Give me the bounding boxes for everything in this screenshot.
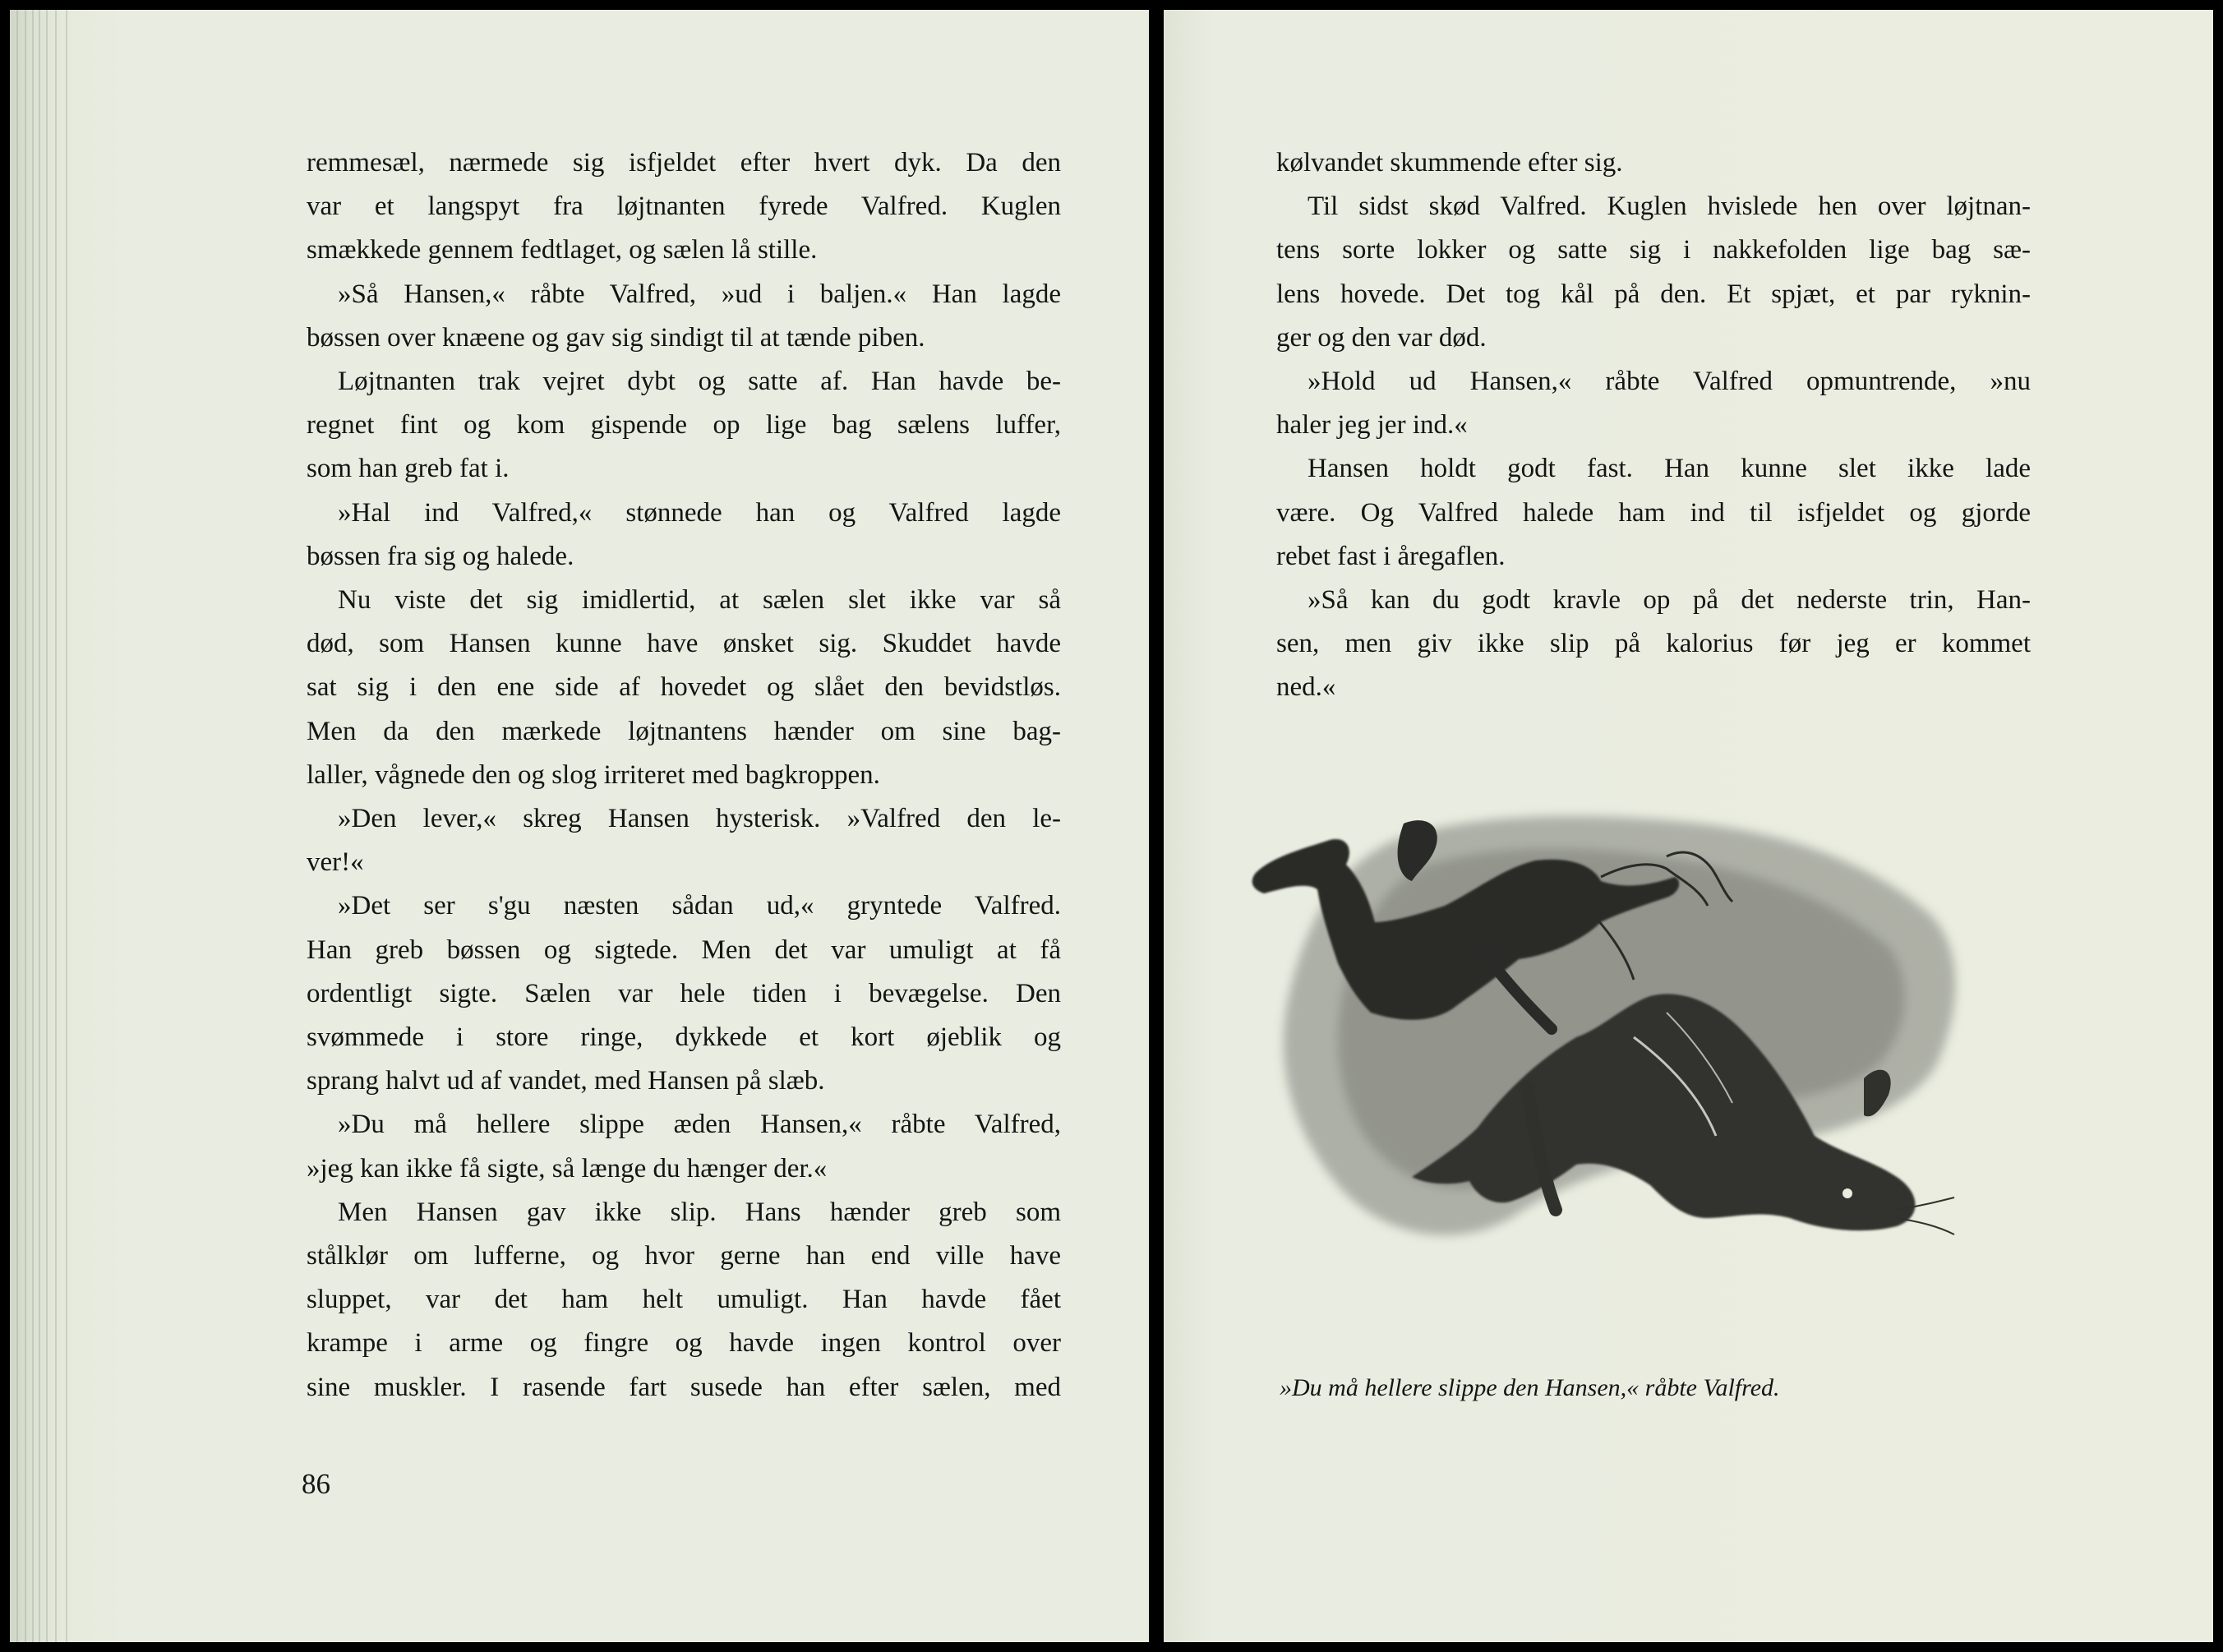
text-line: tens sorte lokker og satte sig i nakkefolden lige bag sæ- (1276, 235, 2031, 265)
text-line: ver!« (307, 847, 364, 878)
page-edge-stack (10, 10, 100, 1642)
illustration-caption: »Du må hellere slippe den Hansen,« råbte Valfred. (1280, 1374, 1780, 1401)
text-line: rebet fast i åregaflen. (1276, 541, 1506, 571)
text-line: sat sig i den ene side af hovedet og slået den bevidstløs. (307, 672, 1061, 703)
text-line: »Så kan du godt kravle op på det nederste trin, Han- (1308, 585, 2031, 616)
text-line: laller, vågnede den og slog irriteret med bagkroppen. (307, 759, 880, 790)
text-line: »Så Hansen,« råbte Valfred, »ud i baljen.« Han lagde (338, 279, 1061, 309)
text-line: haler jeg jer ind.« (1276, 410, 1468, 441)
text-line: ned.« (1276, 672, 1336, 703)
page-number: 86 (302, 1468, 330, 1500)
text-line: Men Hansen gav ikke slip. Hans hænder greb som (338, 1197, 1061, 1227)
text-line: Nu viste det sig imidlertid, at sælen slet ikke var så (338, 585, 1061, 616)
text-line: »Du må hellere slippe æden Hansen,« råbte Valfred, (338, 1110, 1061, 1140)
paragraph (307, 273, 1061, 360)
paragraph (307, 797, 1061, 884)
text-line: Han greb bøssen og sigtede. Men det var umuligt at få (307, 934, 1061, 965)
seal-illustration (1239, 791, 2078, 1317)
text-line: svømmede i store ringe, dykkede et kort øjeblik og (307, 1022, 1061, 1053)
text-line: Hansen holdt godt fast. Han kunne slet ikke lade (1308, 454, 2031, 484)
right-page-body-text (1276, 141, 2031, 710)
text-line: remmesæl, nærmede sig isfjeldet efter hvert dyk. Da den (307, 148, 1061, 178)
paragraph (307, 360, 1061, 491)
text-line: sine muskler. I rasende fart susede han efter sælen, med (307, 1372, 1061, 1402)
paragraph (1276, 579, 2031, 710)
paragraph (1276, 141, 2031, 185)
text-line: ordentligt sigte. Sælen var hele tiden i bevægelse. Den (307, 978, 1061, 1008)
text-line: regnet fint og kom gispende op lige bag sælens luffer, (307, 410, 1061, 441)
paragraph (307, 1191, 1061, 1410)
text-line: »jeg kan ikke få sigte, så længe du hænger der.« (307, 1153, 828, 1184)
text-line: Men da den mærkede løjtnantens hænder om sine bag- (307, 716, 1061, 746)
paragraph (307, 579, 1061, 797)
right-page (1164, 10, 2213, 1642)
text-line: sen, men giv ikke slip på kalorius før jeg er kommet (1276, 629, 2031, 659)
paragraph (1276, 360, 2031, 447)
text-line: ger og den var død. (1276, 322, 1487, 353)
text-line: »Den lever,« skreg Hansen hysterisk. »Valfred den le- (338, 804, 1061, 834)
text-line: lens hovede. Det tog kål på den. Et spjæt, et par ryknin- (1276, 279, 2031, 309)
text-line: kølvandet skummende efter sig. (1276, 148, 1623, 178)
paragraph (307, 491, 1061, 579)
paragraph (307, 884, 1061, 1103)
paragraph (307, 1103, 1061, 1190)
paragraph (1276, 447, 2031, 579)
text-line: stålklør om lufferne, og hvor gerne han end ville have (307, 1241, 1061, 1271)
text-line: krampe i arme og fingre og havde ingen kontrol over (307, 1328, 1061, 1359)
text-line: bøssen fra sig og halede. (307, 541, 574, 571)
text-line: som han greb fat i. (307, 454, 510, 484)
left-page (10, 10, 1149, 1642)
text-line: være. Og Valfred halede ham ind til isfjeldet og gjorde (1276, 497, 2031, 528)
left-page-body-text (307, 141, 1061, 1410)
text-line: Til sidst skød Valfred. Kuglen hvislede hen over løjtnan- (1308, 192, 2031, 222)
text-line: død, som Hansen kunne have ønsket sig. Skuddet havde (307, 629, 1061, 659)
paragraph (1276, 185, 2031, 360)
text-line: sluppet, var det ham helt umuligt. Han havde fået (307, 1285, 1061, 1315)
text-line: Løjtnanten trak vejret dybt og satte af. Han havde be- (338, 367, 1061, 397)
text-line: smækkede gennem fedtlaget, og sælen lå stille. (307, 235, 818, 265)
text-line: bøssen over knæene og gav sig sindigt til at tænde piben. (307, 322, 925, 353)
text-line: »Hold ud Hansen,« råbte Valfred opmuntrende, »nu (1308, 367, 2031, 397)
text-line: sprang halvt ud af vandet, med Hansen på slæb. (307, 1066, 825, 1096)
text-line: »Hal ind Valfred,« stønnede han og Valfred lagde (338, 497, 1061, 528)
paragraph (307, 141, 1061, 273)
text-line: var et langspyt fra løjtnanten fyrede Valfred. Kuglen (307, 192, 1061, 222)
text-line: »Det ser s'gu næsten sådan ud,« gryntede Valfred. (338, 891, 1061, 921)
